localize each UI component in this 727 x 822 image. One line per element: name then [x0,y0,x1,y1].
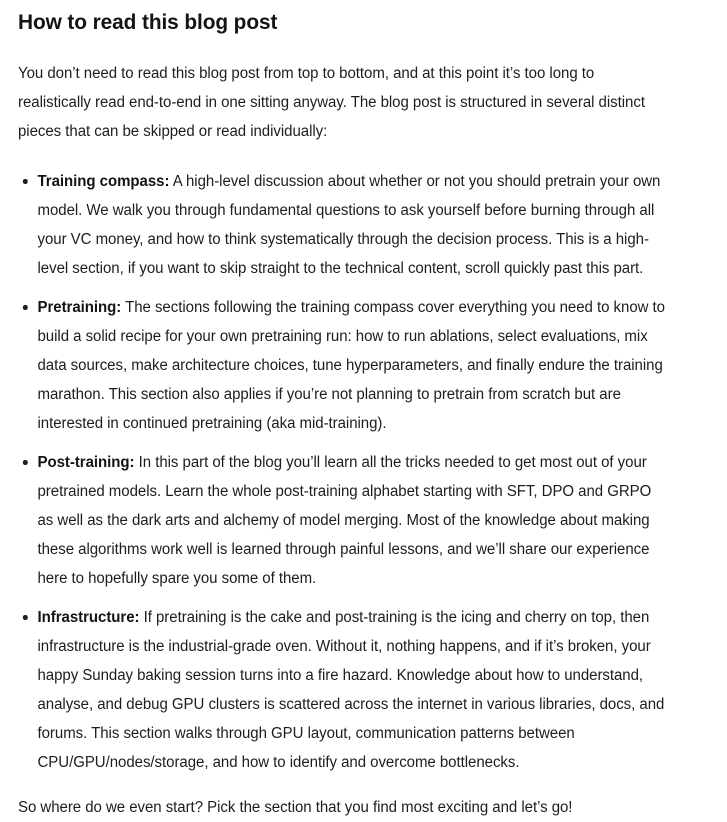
bullet-icon [23,460,27,465]
page-title: How to read this blog post [18,10,278,34]
bullet-icon [23,179,27,184]
list-item-label: Infrastructure: [37,609,140,626]
list-item-label: Pretraining: [37,299,122,316]
list-item-text: A high-level discussion about whether or not you should pretrain your own model. We walk you through fundamental questions to ask yourself before burning through all your VC money, and how to think systematically through the decision process. This is a high-level section, if you want to skip straight to the technical content, scroll quickly past this part. [37,173,661,277]
list-item-label: Training compass: [37,173,170,190]
closing-paragraph: So where do we even start? Pick the section that you find most exciting and let’s go! [18,799,573,816]
bullet-icon [23,615,27,620]
bullet-icon [23,305,27,310]
list-item [18,293,666,438]
list-item-text: In this part of the blog you’ll learn all the tricks needed to get most out of your pretrained models. Learn the whole post-training alphabet starting with SFT, DPO and GRPO as well as the dark arts and alchemy of model merging. Most of the knowledge about making these algorithms work well is learned through painful lessons, and we’ll share our experience here to hopefully spare you some of them. [37,454,652,587]
list-item-text: The sections following the training compass cover everything you need to know to build a solid recipe for your own pretraining run: how to run ablations, select evaluations, mix data sources, make architecture choices, tune hyperparameters, and finally endure the training marathon. This section also applies if you’re not planning to pretrain from scratch but are interested in continued pretraining (aka mid-training). [37,299,666,432]
list-item [18,448,666,593]
section-overview-list [18,146,709,777]
intro-paragraph: You don’t need to read this blog post from top to bottom, and at this point it’s too long to realistically read end-to-end in one sitting anyway. The blog post is structured in several distinct pieces that can be skipped or read individually: [18,65,645,140]
list-item [18,167,666,283]
list-item-text: If pretraining is the cake and post-training is the icing and cherry on top, then infrastructure is the industrial-grade oven. Without it, nothing happens, and if it’s broken, your happy Sunday baking session turns into a fire hazard. Knowledge about how to understand, analyse, and debug GPU clusters is scattered across the internet in various libraries, docs, and forums. This section walks through GPU layout, communication patterns between CPU/GPU/nodes/storage, and how to identify and overcome bottlenecks. [37,609,665,771]
list-item-label: Post-training: [37,454,135,471]
